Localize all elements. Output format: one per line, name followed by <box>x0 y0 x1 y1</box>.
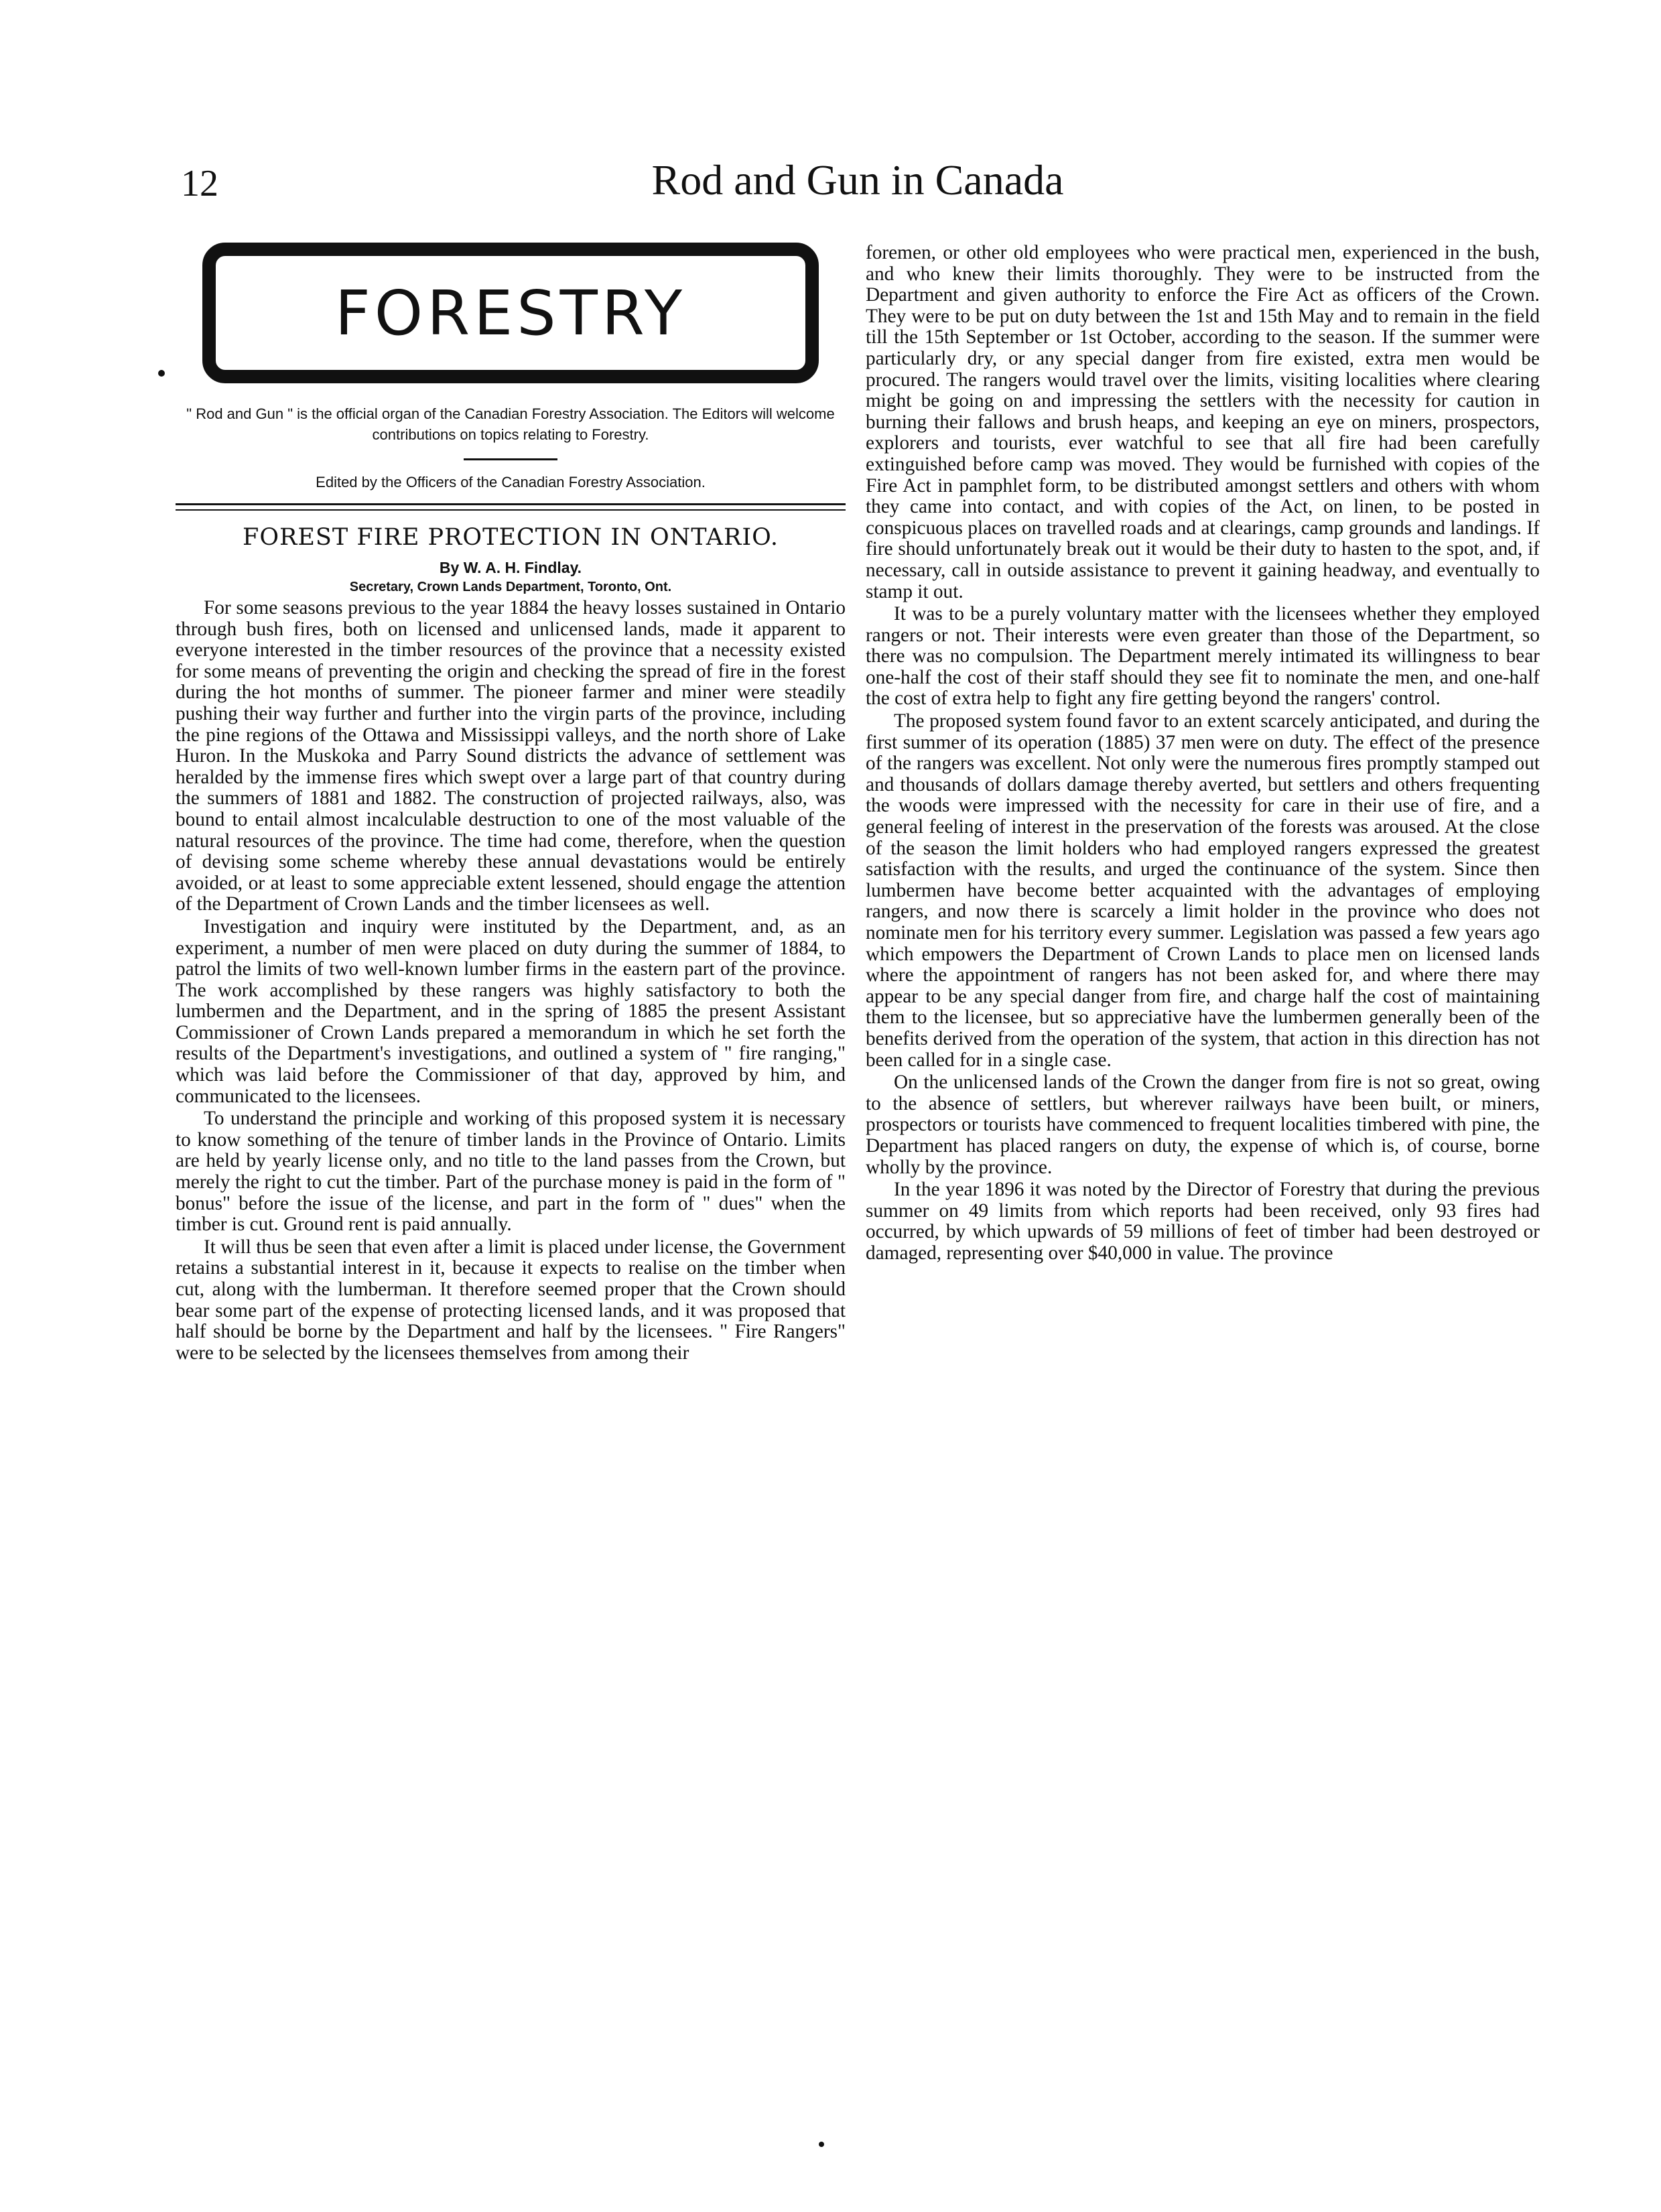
page-number: 12 <box>181 163 218 204</box>
section-title: FORESTRY <box>334 277 687 349</box>
paragraph: On the unlicensed lands of the Crown the danger from fire is not so great, owing to the absence of settlers, but wherever railways have been built, or miners, prospectors or tourists have commenced to frequent localities timbered with pine, the Department has placed rangers on duty, the expense of which is, of course, borne wholly by the province. <box>866 1071 1540 1178</box>
paragraph: The proposed system found favor to an extent scarcely anticipated, and during the first summer of its operation (1885) 37 men were on duty. The effect of the presence of the rangers was excellent. Not only were the numerous fires promptly stamped out and thousands of dollars damage thereby averted, but settlers and others frequenting the woods were impressed with the necessity for care in their use of fire, and a general feeling of interest in the preservation of the forests was aroused. At the close of the season the limit holders who had employed rangers expressed the greatest satisfaction with the results, and urged the continuance of the system. Since then lumbermen have become better acquainted with the advantages of employing rangers, and now there is scarcely a limit holder in the province who does not nominate men for his territory every summer. Legislation was passed a few years ago which empowers the Department of Crown Lands to place men on licensed lands where the appointment of rangers has not been asked for, and where there may appear to be any special danger from fire, and charge half the cost of maintaining them to the licensee, but so appreciative have the lumbermen generally been of the benefits derived from the operation of the system, that action in this direction has not been called for in a single case. <box>866 710 1540 1071</box>
divider <box>464 458 557 460</box>
article-title: FOREST FIRE PROTECTION IN ONTARIO. <box>243 524 779 551</box>
section-banner <box>202 243 819 383</box>
paragraph: Investigation and inquiry were instituted by the Department, and, as an experiment, a number of men were placed on duty during the summer of 1884, to patrol the limits of two well-known lumber firms in the eastern part of the province. The work accomplished by these rangers was highly satisfactory to both the lumbermen and the Department, and in the spring of 1885 the present Assistant Commissioner of Crown Lands prepared a memorandum in which he set forth the results of the Department's investigations, and outlined a system of " fire ranging," which was laid before the Commissioner of that day, approved by him, and communicated to the licensees. <box>176 915 846 1107</box>
margin-dot <box>158 370 165 377</box>
right-column <box>866 243 1540 1264</box>
margin-dot <box>819 2142 824 2147</box>
paragraph: In the year 1896 it was noted by the Director of Forestry that during the previous summer on 49 limits from which reports had been received, only 93 fires had occurred, by which upwards of 59 millions of feet of timber had been destroyed or damaged, representing over $40,000 in value. The province <box>866 1179 1540 1264</box>
paragraph: It will thus be seen that even after a limit is placed under license, the Government retains a substantial interest in it, because it expects to realise on the timber when cut, along with the lumberman. It therefore seemed proper that the Crown should bear some part of the expense of protecting licensed lands, and it was proposed that half should be borne by the Department and half by the licensees. " Fire Rangers" were to be selected by the licensees themselves from among their <box>176 1236 846 1364</box>
paragraph: For some seasons previous to the year 1884 the heavy losses sustained in Ontario through bush fires, both on licensed and unlicensed lands, made it apparent to everyone interested in the timber resources of the province that a necessity existed for some means of preventing the origin and checking the spread of fire in the forest during the hot months of summer. The pioneer farmer and miner were steadily pushing their way further and further into the virgin parts of the province, including the pine regions of the Ottawa and Mississippi valleys, and the north shore of Lake Huron. In the Muskoka and Parry Sound districts the advance of settlement was heralded by the immense fires which swept over a large part of that country during the summers of 1881 and 1882. The construction of projected railways, also, was bound to entail almost incalculable destruction to one of the most valuable of the natural resources of the province. The time had come, therefore, when the question of devising some scheme whereby these annual devastations would be entirely avoided, or at least to some appreciable extent lessened, should engage the attention of the Department of Crown Lands and the timber licensees as well. <box>176 597 846 915</box>
paragraph: To understand the principle and working of this proposed system it is necessary to know something of the tenure of timber lands in the Province of Ontario. Limits are held by yearly license only, and no title to the land passes from the Crown, but merely the right to cut the timber. Part of the purchase money is paid in the form of " bonus" before the issue of the license, and part in the form of " dues" when the timber is cut. Ground rent is paid annually. <box>176 1108 846 1236</box>
paragraph: It was to be a purely voluntary matter with the licensees whether they employed rangers or not. Their interests were even greater than those of the Department, so there was no compulsion. The Department merely intimated its willingness to bear one-half the cost of their staff should they see fit to nominate the men, and one-half the cost of extra help to fight any fire getting beyond the rangers' control. <box>866 603 1540 710</box>
paragraph: foremen, or other old employees who were practical men, experienced in the bush, and who knew their limits thoroughly. They were to be instructed from the Department and given authority to enforce the Fire Act as officers of the Crown. They were to be put on duty between the 1st and 15th May and to remain in the field till the 15th September or 1st October, according to the season. If the summer were particularly dry, or any special danger from fire existed, extra men would be procured. The rangers would travel over the limits, visiting localities where clearing might be going on and impressing the settlers with the necessity for caution in burning their fallows and brush heaps, and keeping an eye on miners, prospectors, explorers and tourists, ever watchful to see that all fire had been carefully extinguished before camp was moved. They would be furnished with copies of the Fire Act in pamphlet form, to be distributed amongst settlers and others with whom they came into contact, and with copies of the Act, on linen, to be posted in conspicuous places on travelled roads and at clearings, camp grounds and landings. If fire should unfortunately break out it would be their duty to hasten to the spot, and, if necessary, call in outside assistance to prevent it gaining headway, and eventually to stamp it out. <box>866 242 1540 602</box>
organ-note: " Rod and Gun " is the official organ of the Canadian Forestry Association. The Editors will welcome contributions on topics relating to Forestry. <box>186 405 835 443</box>
publication-title: Rod and Gun in Canada <box>651 156 1064 204</box>
edited-by-note: Edited by the Officers of the Canadian Forestry Association. <box>316 474 706 491</box>
author-affiliation: Secretary, Crown Lands Department, Toronto, Ont. <box>349 580 672 594</box>
left-column <box>176 243 846 1364</box>
article-byline: By W. A. H. Findlay. <box>439 559 582 576</box>
double-divider <box>176 503 846 511</box>
